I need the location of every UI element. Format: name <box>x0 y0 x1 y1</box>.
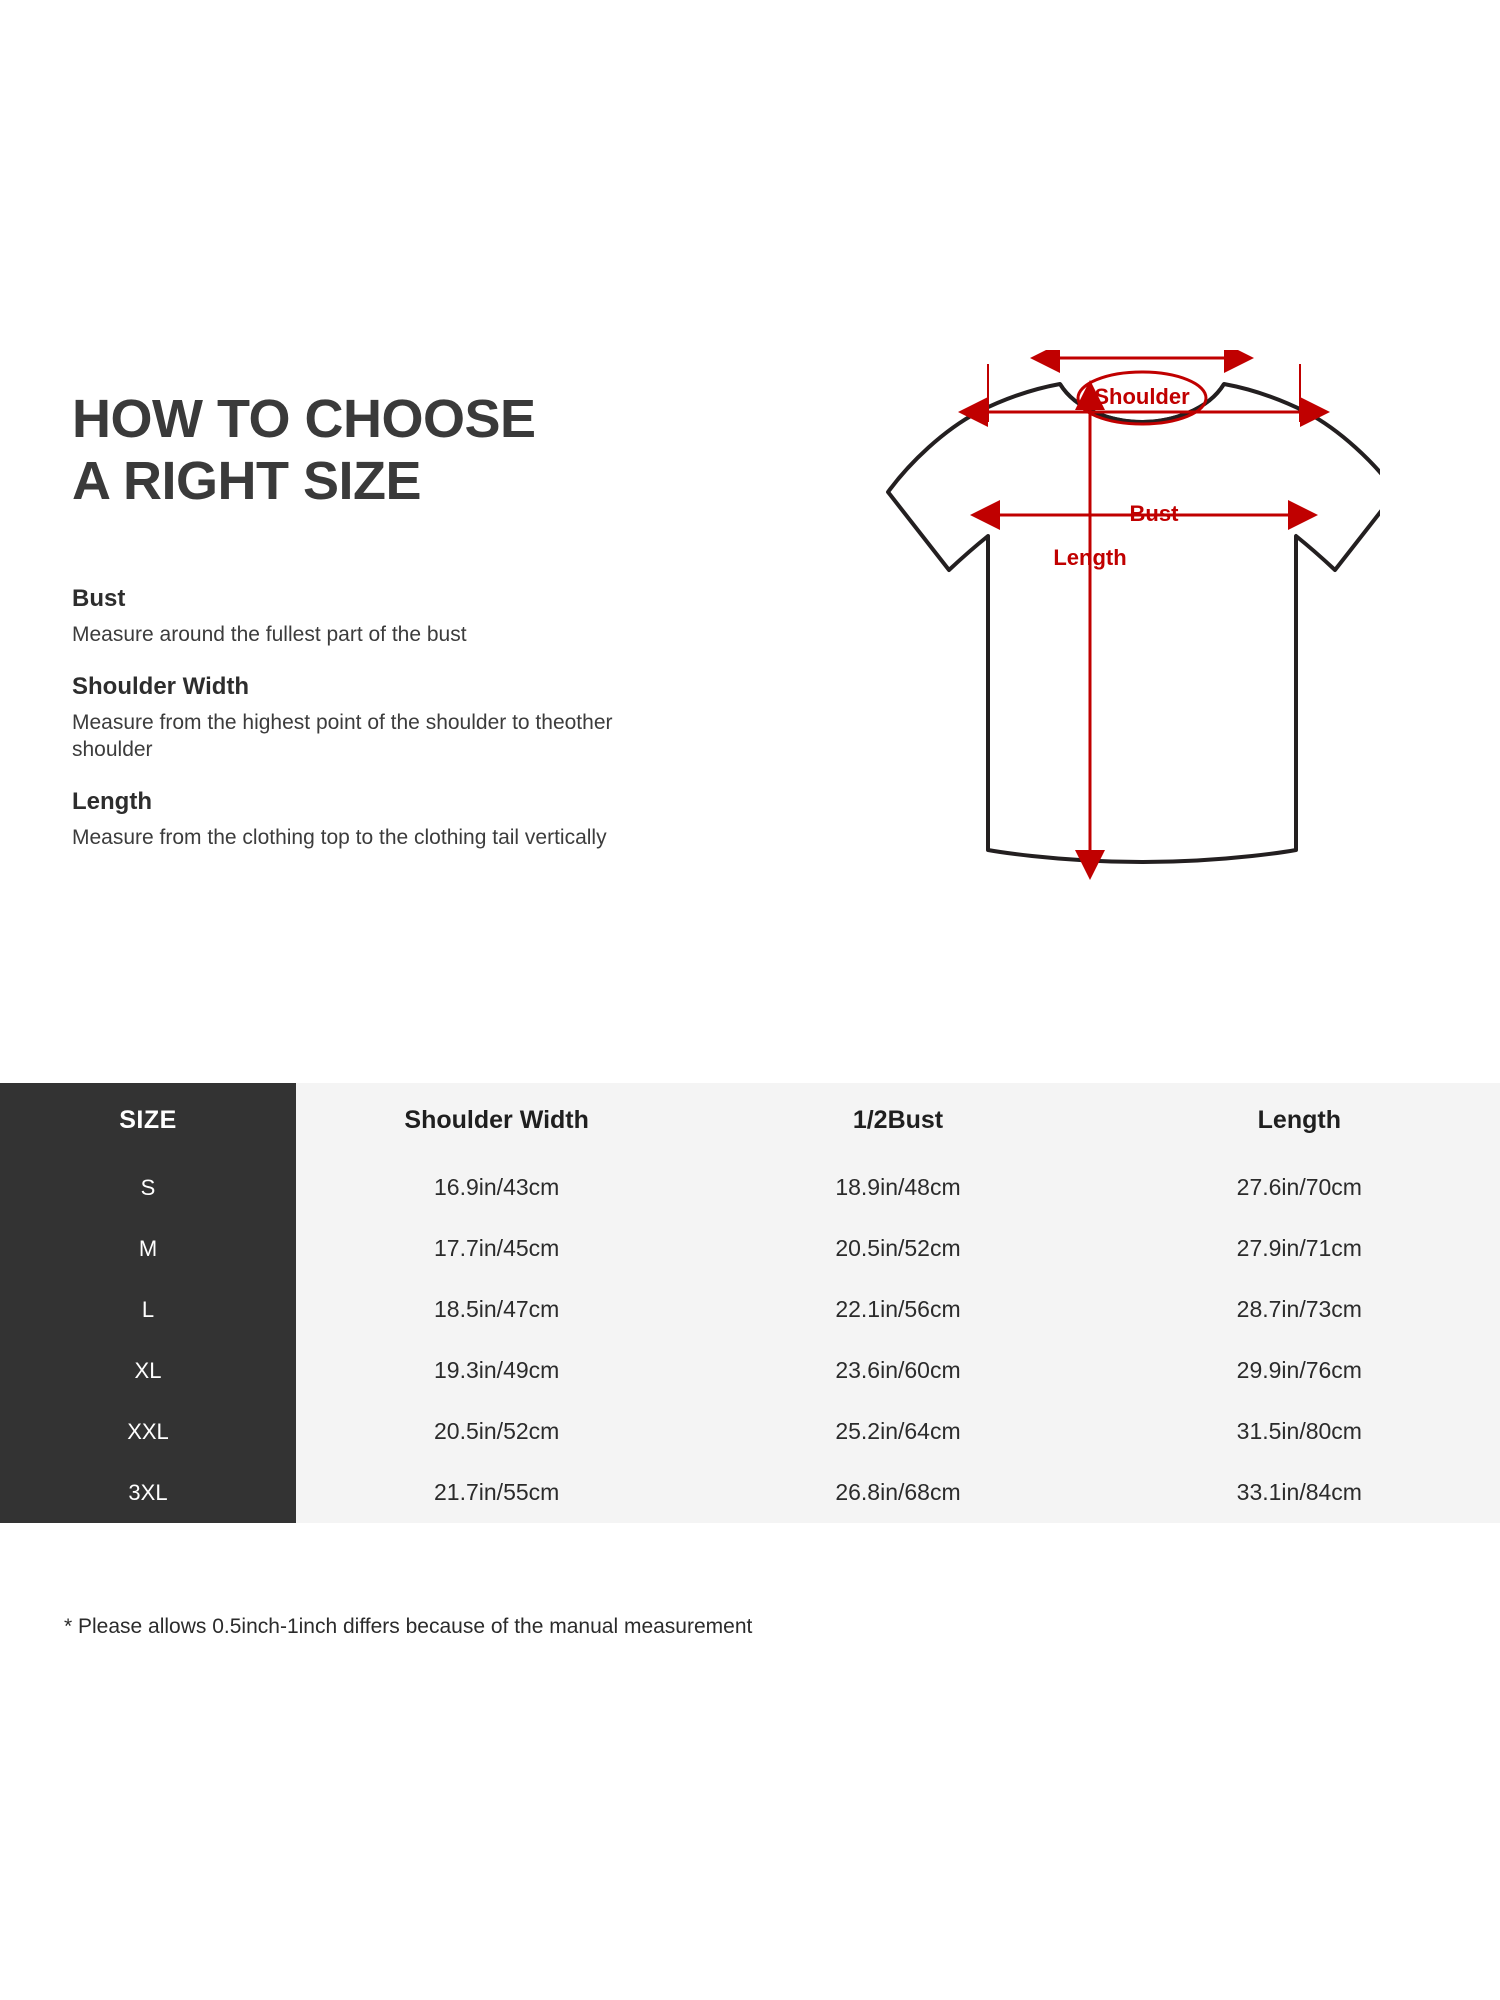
cell-size: L <box>0 1279 296 1340</box>
cell-shoulder-width: 21.7in/55cm <box>296 1462 697 1523</box>
column-header-length: Length <box>1099 1083 1500 1157</box>
definition-desc-bust: Measure around the fullest part of the bust <box>72 623 467 646</box>
cell-size: S <box>0 1157 296 1218</box>
tshirt-outline <box>888 384 1380 862</box>
cell-half-bust: 25.2in/64cm <box>697 1401 1098 1462</box>
tshirt-measurement-diagram <box>760 350 1380 1030</box>
cell-size: 3XL <box>0 1462 296 1523</box>
cell-length: 29.9in/76cm <box>1099 1340 1500 1401</box>
definition-desc-shoulder-width: Measure from the highest point of the shoulder to theother shoulder <box>72 710 613 761</box>
table-row <box>0 1157 1500 1218</box>
length-label: Length <box>1053 545 1127 570</box>
cell-length: 28.7in/73cm <box>1099 1279 1500 1340</box>
table-row <box>0 1401 1500 1462</box>
size-table-head <box>0 1083 1500 1157</box>
cell-half-bust: 18.9in/48cm <box>697 1157 1098 1218</box>
measurement-footnote: * Please allows 0.5inch-1inch differs because of the manual measurement <box>64 1615 753 1638</box>
table-header-row <box>0 1083 1500 1157</box>
column-header-size: SIZE <box>0 1083 296 1157</box>
definition-desc-length: Measure from the clothing top to the clothing tail vertically <box>72 825 607 849</box>
cell-half-bust: 23.6in/60cm <box>697 1340 1098 1401</box>
table-row <box>0 1340 1500 1401</box>
cell-length: 33.1in/84cm <box>1099 1462 1500 1523</box>
page-title-line-1: HOW TO CHOOSE <box>72 389 536 449</box>
size-table-body <box>0 1157 1500 1523</box>
cell-shoulder-width: 20.5in/52cm <box>296 1401 697 1462</box>
definition-term-shoulder-width: Shoulder Width <box>72 672 250 700</box>
bust-label: Bust <box>1129 500 1179 526</box>
cell-half-bust: 26.8in/68cm <box>697 1462 1098 1523</box>
cell-shoulder-width: 18.5in/47cm <box>296 1279 697 1340</box>
page-title-line-2: A RIGHT SIZE <box>72 451 422 512</box>
cell-half-bust: 20.5in/52cm <box>697 1218 1098 1279</box>
cell-shoulder-width: 17.7in/45cm <box>296 1218 697 1279</box>
cell-size: M <box>0 1218 296 1279</box>
definition-term-length: Length <box>72 787 152 815</box>
table-row <box>0 1218 1500 1279</box>
table-row <box>0 1462 1500 1523</box>
cell-length: 27.6in/70cm <box>1099 1157 1500 1218</box>
measurement-definitions <box>72 585 692 876</box>
size-table <box>0 1083 1500 1523</box>
shoulder-label: Shoulder <box>1094 384 1190 409</box>
size-table-wrapper <box>0 1083 1500 1523</box>
cell-half-bust: 22.1in/56cm <box>697 1279 1098 1340</box>
table-row <box>0 1279 1500 1340</box>
column-header-half-bust: 1/2Bust <box>697 1083 1098 1157</box>
definition-term-bust: Bust <box>72 585 126 612</box>
cell-length: 31.5in/80cm <box>1099 1401 1500 1462</box>
top-section <box>0 330 1500 1070</box>
cell-shoulder-width: 19.3in/49cm <box>296 1340 697 1401</box>
cell-shoulder-width: 16.9in/43cm <box>296 1157 697 1218</box>
cell-size: XXL <box>0 1401 296 1462</box>
cell-size: XL <box>0 1340 296 1401</box>
cell-length: 27.9in/71cm <box>1099 1218 1500 1279</box>
column-header-shoulder-width: Shoulder Width <box>296 1083 697 1157</box>
page-title <box>72 388 712 512</box>
